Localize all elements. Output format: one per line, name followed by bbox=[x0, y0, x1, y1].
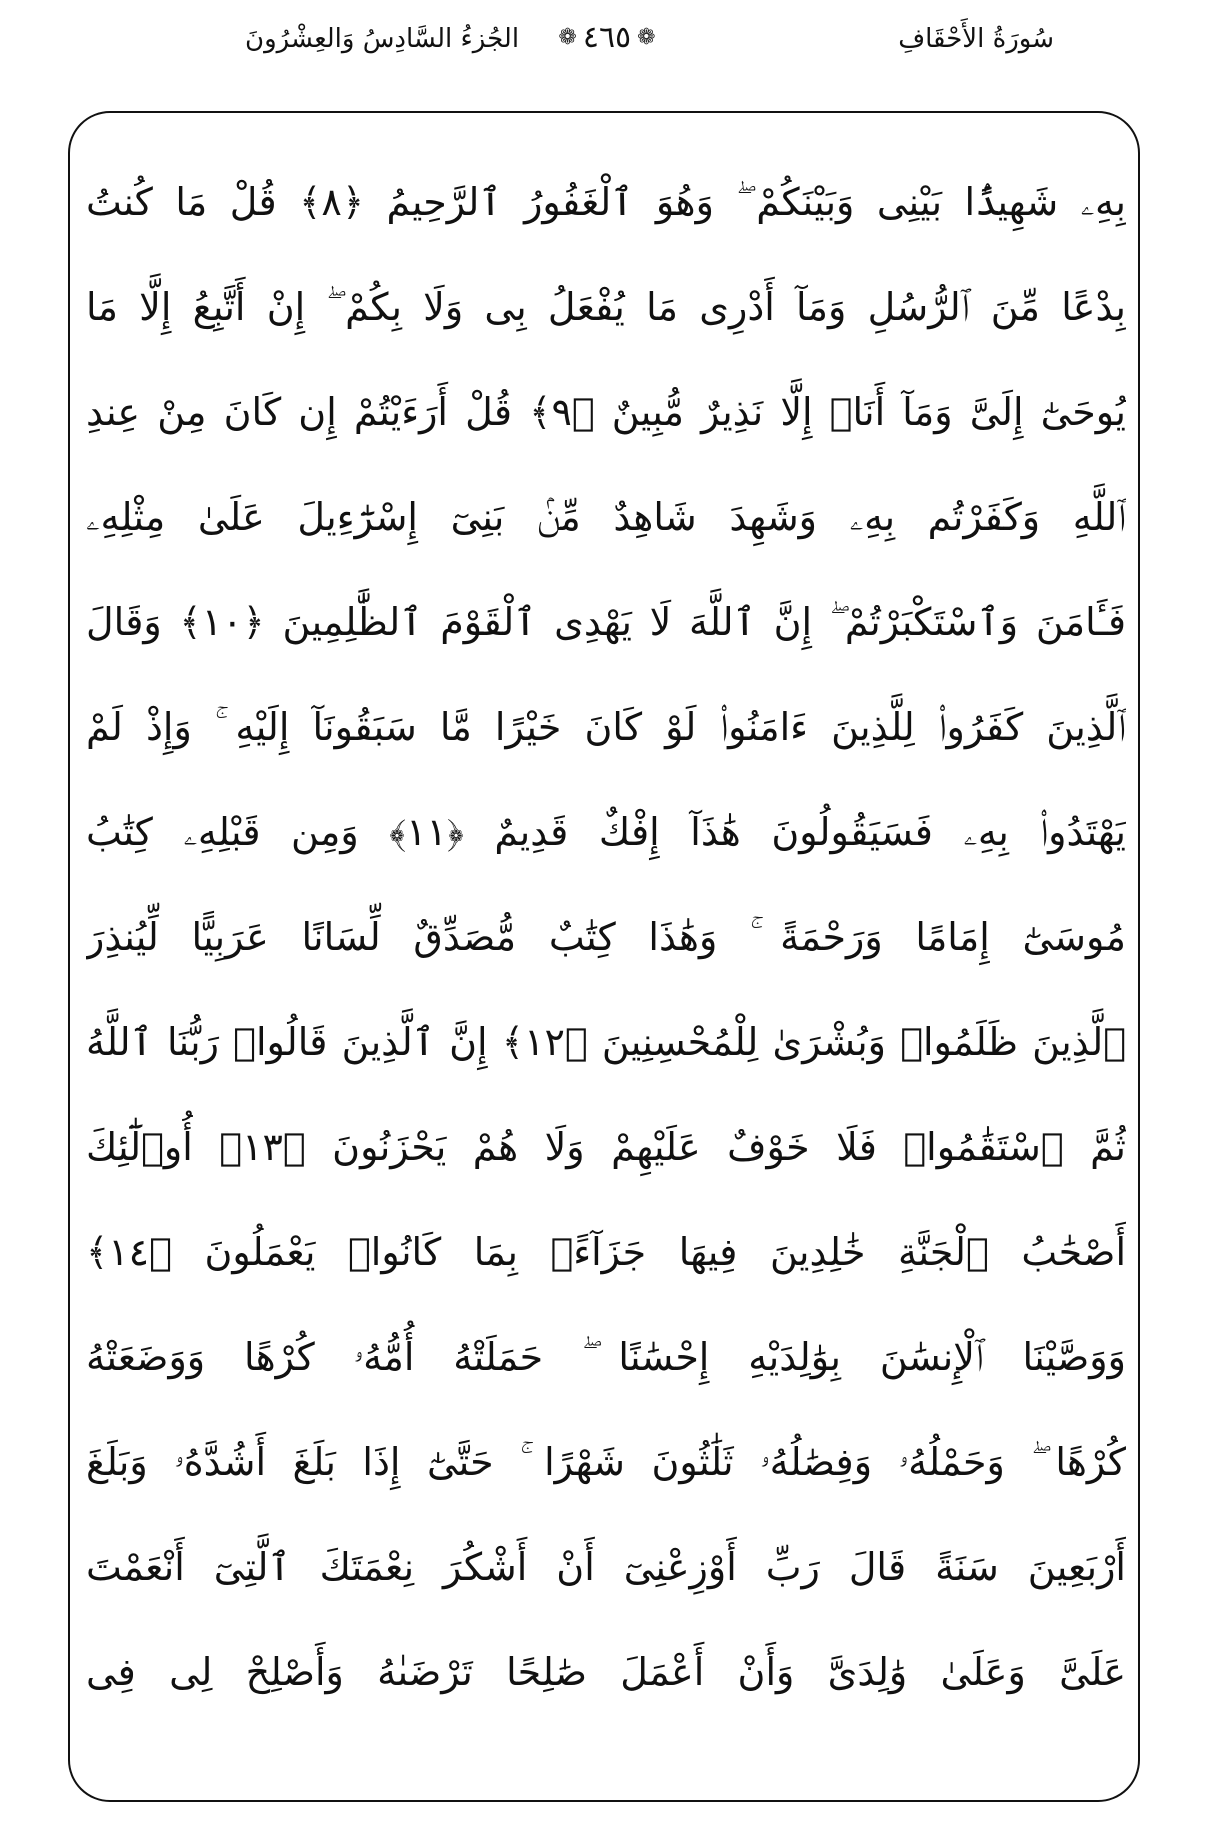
text-line: أَرْبَعِينَ سَنَةً قَالَ رَبِّ أَوْزِعْنِىٓ أَنْ أَشْكُرَ نِعْمَتَكَ ٱلَّتِىٓ أَنْعَمْتَ bbox=[86, 1545, 1126, 1589]
quran-text bbox=[86, 150, 1126, 1725]
page-number-block bbox=[558, 20, 655, 55]
page-number: ٤٦٥ bbox=[582, 20, 632, 55]
text-line: ٱللَّهِ وَكَفَرْتُم بِهِۦ وَشَهِدَ شَاهِدٌ مِّنۢ بَنِىٓ إِسْرَٰٓءِيلَ عَلَىٰ مِثْلِهِۦ bbox=[86, 495, 1126, 539]
text-line: مُوسَىٰٓ إِمَامًا وَرَحْمَةً ۚ وَهَٰذَا كِتَٰبٌ مُّصَدِّقٌ لِّسَانًا عَرَبِيًّا لِّيُنذِرَ bbox=[86, 915, 1126, 959]
text-line: ٱلَّذِينَ ظَلَمُوا۟ وَبُشْرَىٰ لِلْمُحْسِنِينَ ﴿١٢﴾ إِنَّ ٱلَّذِينَ قَالُوا۟ رَبُّنَا ٱللَّهُ bbox=[86, 1020, 1126, 1064]
text-line: بِدْعًا مِّنَ ٱلرُّسُلِ وَمَآ أَدْرِى مَا يُفْعَلُ بِى وَلَا بِكُمْ ۖ إِنْ أَتَّبِعُ إِلَّا مَا bbox=[86, 285, 1126, 329]
ornament-right-icon: ❁ bbox=[637, 25, 656, 50]
text-line: أَصْحَٰبُ ٱلْجَنَّةِ خَٰلِدِينَ فِيهَا جَزَآءًۢ بِمَا كَانُوا۟ يَعْمَلُونَ ﴿١٤﴾ bbox=[86, 1230, 1126, 1274]
text-line: ٱلَّذِينَ كَفَرُوا۟ لِلَّذِينَ ءَامَنُوا۟ لَوْ كَانَ خَيْرًا مَّا سَبَقُونَآ إِلَيْهِ ۚ وَإِذْ لَمْ bbox=[86, 705, 1126, 749]
text-line: ثُمَّ ٱسْتَقَٰمُوا۟ فَلَا خَوْفٌ عَلَيْهِمْ وَلَا هُمْ يَحْزَنُونَ ﴿١٣﴾ أُو۟لَٰٓئِكَ bbox=[86, 1125, 1126, 1169]
text-line: كُرْهًا ۖ وَحَمْلُهُۥ وَفِصَٰلُهُۥ ثَلَٰثُونَ شَهْرًا ۚ حَتَّىٰٓ إِذَا بَلَغَ أَشُدَّهُۥ وَبَلَغَ bbox=[86, 1440, 1126, 1484]
text-line: فَـَٔامَنَ وَٱسْتَكْبَرْتُمْ ۖ إِنَّ ٱللَّهَ لَا يَهْدِى ٱلْقَوْمَ ٱلظَّٰلِمِينَ ﴿١٠﴾ وَقَالَ bbox=[86, 600, 1126, 644]
juz-title: الجُزءُ السَّادِسُ وَالعِشْرُونَ bbox=[245, 24, 520, 54]
surah-title: سُورَةُ الأَحْقَافِ bbox=[898, 24, 1054, 54]
text-line: يَهْتَدُوا۟ بِهِۦ فَسَيَقُولُونَ هَٰذَآ إِفْكٌ قَدِيمٌ ﴿١١﴾ وَمِن قَبْلِهِۦ كِتَٰبُ bbox=[86, 810, 1126, 854]
text-line: عَلَىَّ وَعَلَىٰ وَٰلِدَىَّ وَأَنْ أَعْمَلَ صَٰلِحًا تَرْضَىٰهُ وَأَصْلِحْ لِى فِى bbox=[86, 1650, 1126, 1694]
text-line: بِهِۦ شَهِيدًۢا بَيْنِى وَبَيْنَكُمْ ۖ وَهُوَ ٱلْغَفُورُ ٱلرَّحِيمُ ﴿٨﴾ قُلْ مَا كُنتُ bbox=[86, 180, 1126, 224]
ornament-left-icon: ❁ bbox=[558, 25, 577, 50]
text-line: وَوَصَّيْنَا ٱلْإِنسَٰنَ بِوَٰلِدَيْهِ إِحْسَٰنًا ۖ حَمَلَتْهُ أُمُّهُۥ كُرْهًا وَوَضَعَتْهُ bbox=[86, 1335, 1126, 1379]
page-header bbox=[60, 14, 1154, 84]
text-line: يُوحَىٰٓ إِلَىَّ وَمَآ أَنَا۠ إِلَّا نَذِيرٌ مُّبِينٌ ﴿٩﴾ قُلْ أَرَءَيْتُمْ إِن كَانَ مِنْ عِندِ bbox=[86, 390, 1126, 434]
